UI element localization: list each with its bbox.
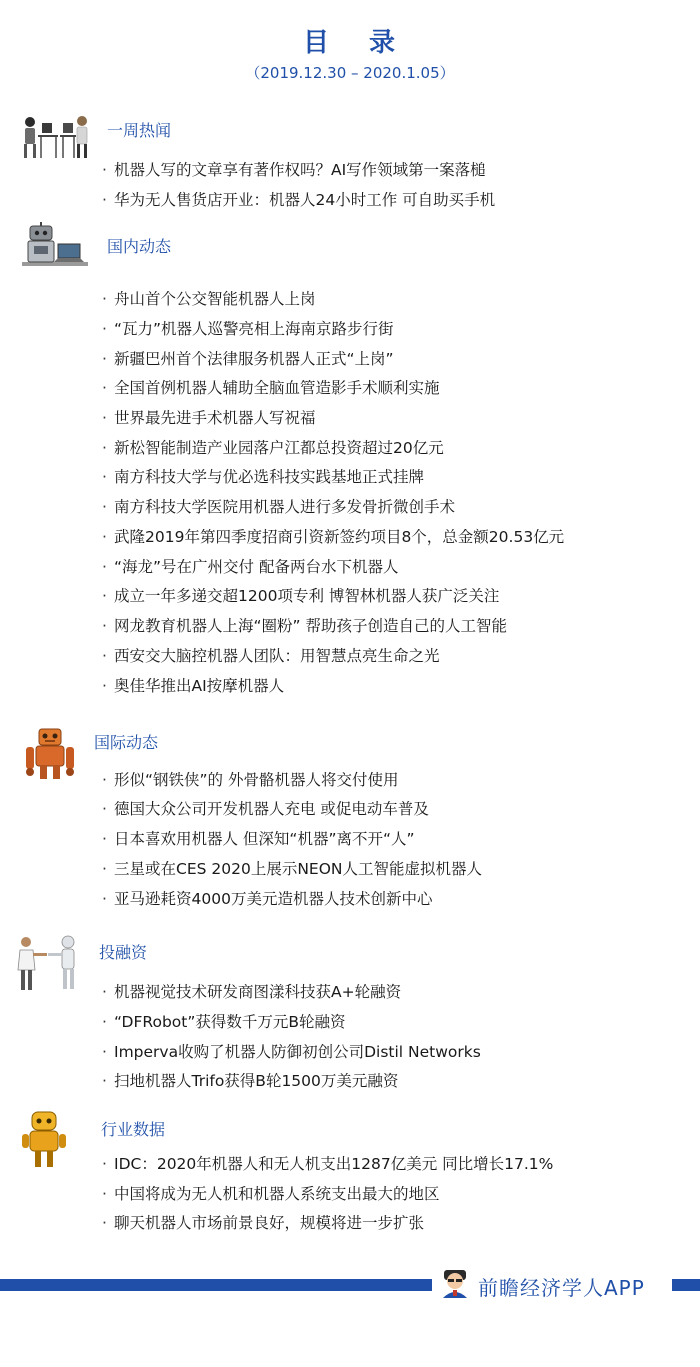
list-item[interactable]: · 南方科技大学医院用机器人进行多发骨折微创手术 <box>102 498 456 516</box>
list-item[interactable]: · 武隆2019年第四季度招商引资新签约项目8个，总金额20.53亿元 <box>102 528 565 546</box>
list-item[interactable]: · 世界最先进手术机器人写祝福 <box>102 409 316 427</box>
list-item[interactable]: · 形似“钢铁侠”的 外骨骼机器人将交付使用 <box>102 771 399 789</box>
date-range: （2019.12.30 – 2020.1.05） <box>245 64 455 82</box>
list-item[interactable]: · Imperva收购了机器人防御初创公司Distil Networks <box>102 1043 481 1061</box>
handshake-robot-icon <box>12 934 84 994</box>
list-item[interactable]: · “DFRobot”获得数千万元B轮融资 <box>102 1013 346 1031</box>
list-item[interactable]: · 聊天机器人市场前景良好，规模将进一步扩张 <box>102 1214 425 1232</box>
list-item[interactable]: · 华为无人售货店开业：机器人24小时工作 可自助买手机 <box>102 191 496 209</box>
list-item[interactable]: · 中国将成为无人机和机器人系统支出最大的地区 <box>102 1185 440 1203</box>
list-item[interactable]: · 三星或在CES 2020上展示NEON人工智能虚拟机器人 <box>102 860 483 878</box>
office-workers-icon <box>20 113 92 161</box>
list-item[interactable]: · 新疆巴州首个法律服务机器人正式“上岗” <box>102 350 394 368</box>
orange-robot-icon <box>22 727 78 781</box>
list-item[interactable]: · 南方科技大学与优必选科技实践基地正式挂牌 <box>102 468 425 486</box>
section-heading-international-news: 国际动态 <box>94 733 159 752</box>
title-char-1: 目 <box>302 28 331 58</box>
list-item[interactable]: · 成立一年多递交超1200项专利 博智林机器人获广泛关注 <box>102 587 500 605</box>
list-item[interactable]: · 全国首例机器人辅助全脑血管造影手术顺利实施 <box>102 379 440 397</box>
brand-avatar-icon <box>440 1268 470 1298</box>
section-heading-investment: 投融资 <box>99 943 148 962</box>
list-item[interactable]: · IDC：2020年机器人和无人机支出1287亿美元 同比增长17.1% <box>102 1155 554 1173</box>
title-char-2: 录 <box>369 28 398 58</box>
list-item[interactable]: · “瓦力”机器人巡警亮相上海南京路步行街 <box>102 320 394 338</box>
list-item[interactable]: · 机器视觉技术研发商图漾科技获A+轮融资 <box>102 983 402 1001</box>
list-item[interactable]: · 德国大众公司开发机器人充电 或促电动车普及 <box>102 800 429 818</box>
list-item[interactable]: · 西安交大脑控机器人团队：用智慧点亮生命之光 <box>102 647 440 665</box>
list-item[interactable]: · 日本喜欢用机器人 但深知“机器”离不开“人” <box>102 830 415 848</box>
list-item[interactable]: · 网龙教育机器人上海“圈粉” 帮助孩子创造自己的人工智能 <box>102 617 507 635</box>
page-title <box>0 22 700 59</box>
section-heading-domestic-news: 国内动态 <box>107 237 172 256</box>
list-item[interactable]: · 扫地机器人Trifo获得B轮1500万美元融资 <box>102 1072 399 1090</box>
list-item[interactable]: · 奥佳华推出AI按摩机器人 <box>102 677 285 695</box>
list-item[interactable]: · 机器人写的文章享有著作权吗？AI写作领域第一案落槌 <box>102 161 486 179</box>
list-item[interactable]: · 舟山首个公交智能机器人上岗 <box>102 290 316 308</box>
list-item[interactable]: · 新松智能制造产业园落户江都总投资超过20亿元 <box>102 439 444 457</box>
section-heading-weekly-news: 一周热闻 <box>107 121 172 140</box>
list-item[interactable]: · “海龙”号在广州交付 配备两台水下机器人 <box>102 558 399 576</box>
footer-bar-left <box>0 1279 432 1291</box>
footer-bar-right <box>672 1279 700 1291</box>
yellow-robot-icon <box>20 1110 68 1170</box>
list-item[interactable]: · 亚马逊耗资4000万美元造机器人技术创新中心 <box>102 890 433 908</box>
section-heading-industry-data: 行业数据 <box>101 1120 166 1139</box>
robot-laptop-icon <box>22 222 88 268</box>
footer-brand: 前瞻经济学人APP <box>478 1276 645 1300</box>
